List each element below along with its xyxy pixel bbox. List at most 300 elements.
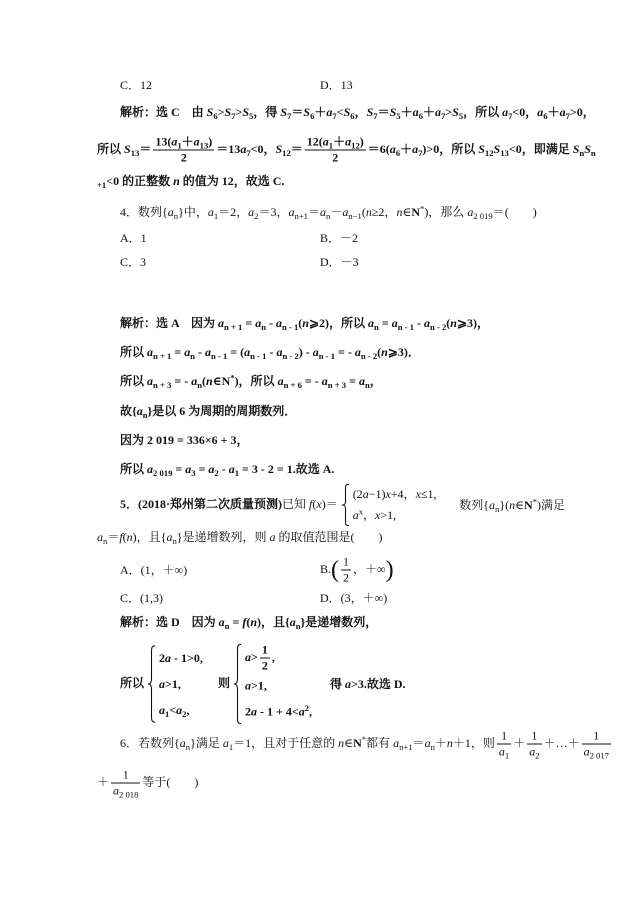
text-run: }是递增数列， [300, 615, 378, 629]
math-variable: x [316, 496, 322, 511]
text-run: , [309, 704, 312, 719]
text-run: ＝ [412, 735, 425, 750]
math-variable: n [365, 205, 372, 219]
text-run: 1 [531, 728, 538, 743]
text-run: ， [354, 105, 367, 119]
bold-text-run: 5．(2018·郑州第二次质量预测) [120, 496, 282, 511]
text-run: < [169, 703, 177, 717]
math-variable: S [452, 105, 459, 119]
fraction-numerator [497, 730, 511, 745]
subscript: n - 1 [318, 351, 336, 362]
text-run: ( [246, 615, 251, 629]
subscript: 12 [351, 140, 360, 151]
text-run: 的值为 12，故选 C. [179, 174, 285, 188]
subscript: n+1 [294, 211, 308, 222]
text-run: >1, [380, 508, 397, 522]
math-variable: a [312, 345, 319, 359]
q5-stem-line-2 [97, 529, 383, 545]
text-run: >1, [251, 678, 267, 693]
text-run: 解析：选 A 因为 [120, 316, 219, 330]
math-variable: a [171, 134, 178, 149]
text-run: B. [320, 561, 332, 576]
text-run: 因为 2 019 = 336×6 + 3， [120, 433, 249, 447]
text-run: ＋ [434, 735, 447, 750]
text-run: = [229, 615, 243, 629]
q4-option-d [320, 254, 359, 270]
equation-system [233, 644, 312, 725]
fraction [527, 730, 541, 759]
math-variable: a [159, 703, 166, 717]
math-variable: a [248, 205, 255, 219]
superscript: x [358, 506, 363, 517]
text-run: 得 [330, 677, 346, 691]
text-run: >1, [165, 677, 181, 691]
text-run: }是递增数列，则 [176, 530, 270, 544]
subscript: 1 [234, 468, 240, 479]
text-run: D．13 [320, 78, 353, 92]
text-run: - [195, 345, 205, 359]
subscript: 6 [418, 111, 423, 122]
math-variable: a [244, 345, 251, 359]
fraction-denominator [111, 784, 140, 798]
math-variable: n [173, 174, 180, 188]
subscript: 13 [500, 147, 509, 158]
math-variable: a [288, 205, 295, 219]
q5-option-a [120, 562, 187, 578]
math-variable: a [424, 735, 431, 750]
fraction-numerator [153, 136, 214, 151]
text-run: ＝6( [367, 141, 390, 156]
math-variable: a [368, 316, 375, 330]
text-run: - [266, 316, 276, 330]
text-run: >0， [569, 105, 595, 119]
math-symbol: N [353, 735, 362, 750]
text-run: 1 [261, 642, 268, 657]
subscript: 7 [440, 111, 446, 122]
text-run: ( [446, 316, 451, 330]
subscript: 2 [254, 211, 259, 222]
text-run: ＝ [291, 105, 304, 119]
math-variable: a [113, 783, 120, 798]
math-variable: a [354, 345, 361, 359]
text-run: ∈ [344, 735, 354, 750]
text-run: (2 [352, 487, 363, 501]
fraction-numerator [527, 730, 541, 745]
text-run: = [242, 316, 256, 330]
subscript: 1 [213, 211, 219, 222]
math-variable: a [136, 404, 143, 418]
math-variable: f [309, 496, 313, 511]
text-run: B．－2 [320, 231, 359, 245]
math-variable: a [193, 134, 200, 149]
fraction-numerator [341, 556, 351, 571]
text-run: = - [171, 374, 192, 388]
math-variable: a [537, 105, 544, 119]
subscript: +1 [97, 180, 107, 191]
subscript: n [495, 504, 500, 515]
text-run: < [336, 105, 344, 119]
fraction [260, 644, 270, 673]
subscript: n - 2 [429, 322, 447, 333]
subscript: 6 [310, 111, 315, 122]
text-run: ( [202, 374, 206, 388]
equation-rows [353, 484, 437, 526]
math-variable: a [529, 744, 536, 759]
text-run: ( [122, 530, 127, 544]
math-variable: a [276, 345, 283, 359]
q5-solution-system-2 [218, 644, 315, 725]
math-variable: a [167, 205, 174, 219]
math-variable: a [147, 345, 154, 359]
math-variable: a [147, 462, 154, 476]
q6-stem-line-1 [120, 730, 613, 759]
text-run: ＝3， [258, 205, 289, 219]
math-variable: S [124, 141, 131, 156]
text-run: <0 的正整数 [106, 174, 174, 188]
superscript: * [361, 734, 367, 744]
text-run: 2 [245, 704, 252, 719]
text-run: - 1 + 4< [257, 704, 299, 719]
text-run: ＝( ) [492, 205, 537, 219]
math-variable: a [498, 744, 505, 759]
math-variable: a [352, 508, 359, 522]
subscript: n [172, 536, 177, 547]
subscript: n [190, 351, 195, 362]
text-run: 已知 [282, 496, 310, 511]
text-run: ，＋∞ [353, 561, 386, 576]
math-variable: a [208, 462, 215, 476]
math-variable: x [415, 487, 421, 501]
subscript: n + 1 [224, 322, 243, 333]
text-run: ＝ [308, 205, 321, 219]
math-variable: n [450, 316, 457, 330]
text-run: )满足 [537, 498, 565, 512]
subscript: 2 [182, 709, 187, 720]
q4-solution-line-4 [120, 403, 296, 419]
text-run: ＝1，且对于任意的 [233, 735, 339, 750]
text-run: ≥2， [371, 205, 397, 219]
text-run: ＝ [107, 530, 120, 544]
q5-stem-left [120, 484, 439, 526]
math-variable: n [206, 374, 213, 388]
left-brace-icon [147, 645, 156, 723]
subscript: 6 [543, 111, 548, 122]
text-run: ， [369, 374, 382, 388]
math-variable: a [322, 134, 329, 149]
subscript: 1 [504, 750, 510, 761]
text-run: <0， [250, 141, 276, 156]
text-run: 2 [180, 150, 187, 165]
subscript: n [295, 621, 301, 632]
subscript: n + 6 [283, 380, 302, 391]
subscript: n - 1 [211, 351, 228, 362]
subscript: 7 [373, 111, 378, 122]
math-variable: n [381, 345, 388, 359]
math-variable: a [218, 316, 225, 330]
text-run: = - [301, 374, 322, 388]
subscript: n - 2 [360, 351, 378, 362]
math-variable: a [245, 678, 252, 693]
math-variable: a [502, 105, 509, 119]
math-variable: a [321, 374, 328, 388]
q4-option-c [120, 254, 146, 270]
subscript: 5 [249, 111, 254, 122]
math-variable: a [245, 649, 252, 664]
text-run: ) - [298, 345, 313, 359]
equation-row [245, 699, 312, 725]
text-run: ⩾3)． [387, 345, 420, 359]
math-variable: a [97, 530, 103, 544]
math-variable: a [393, 735, 400, 750]
math-variable: S [584, 141, 591, 156]
subscript: n [374, 322, 379, 333]
text-run: - [218, 462, 229, 476]
math-variable: S [242, 105, 250, 119]
subscript: 1 [177, 140, 182, 151]
math-variable: a [362, 487, 369, 501]
text-run: = [378, 316, 392, 330]
text-run: 12( [306, 134, 323, 149]
superscript: * [420, 203, 425, 214]
equation-rows [245, 644, 312, 725]
math-variable: S [280, 105, 288, 119]
text-run: ，得 [253, 105, 281, 119]
math-variable: a [412, 141, 419, 156]
math-variable: a [166, 530, 173, 544]
subscript: n+1 [399, 741, 413, 752]
math-variable: n [338, 735, 345, 750]
fraction-denominator [153, 151, 214, 165]
text-run: D．(3，＋∞) [320, 591, 388, 605]
subscript: 6 [350, 111, 355, 122]
subscript: 3 [191, 468, 196, 479]
math-variable: a [222, 735, 229, 750]
fraction-denominator [497, 745, 511, 759]
large-parenthesis: ) [385, 557, 394, 583]
math-variable: S [366, 105, 374, 119]
text-run: ) [208, 134, 213, 149]
text-run: = - [335, 345, 355, 359]
text-run: 2 [343, 570, 350, 585]
text-run: ＋ [547, 105, 560, 119]
text-run: C．(1,3) [120, 591, 163, 605]
q3-solution-line-3 [97, 173, 284, 189]
text-run: ≤1, [420, 487, 437, 501]
subscript: 6 [213, 111, 218, 122]
text-run: > [251, 649, 258, 664]
math-symbol: N [524, 498, 533, 512]
text-run: ＋…＋ [543, 735, 580, 750]
text-run: = ( [227, 345, 245, 359]
q3-solution-line-2 [97, 136, 596, 165]
subscript: n [430, 741, 435, 752]
subscript: 7 [246, 147, 251, 158]
text-run: ＋ [97, 774, 110, 789]
equation-row [353, 505, 437, 526]
subscript: n [103, 536, 108, 547]
fraction-denominator [527, 745, 541, 759]
subscript: n - 1 [397, 322, 414, 333]
subscript: n [579, 147, 585, 158]
subscript: n [326, 211, 331, 222]
math-variable: a [289, 615, 296, 629]
math-variable: a [391, 316, 398, 330]
subscript: 12 [484, 147, 494, 158]
math-variable: a [218, 615, 225, 629]
subscript: n - 1 [282, 322, 299, 333]
math-variable: a [184, 345, 191, 359]
math-variable: a [159, 677, 166, 691]
text-run: <0， [512, 105, 538, 119]
q4-stem [120, 204, 537, 220]
subscript: n [590, 147, 596, 158]
math-variable: a [423, 316, 430, 330]
text-run: 13( [155, 134, 172, 149]
math-variable: a [228, 462, 235, 476]
math-symbol: N [221, 374, 231, 388]
q5-option-d [320, 590, 387, 606]
text-run: 2 [261, 658, 268, 673]
math-variable: a [345, 677, 352, 691]
math-variable: S [478, 141, 485, 156]
equation-system [147, 645, 203, 723]
math-variable: a [326, 105, 333, 119]
subscript: 2 018 [119, 789, 139, 800]
q5-option-b [320, 556, 394, 585]
fraction-denominator [305, 151, 366, 165]
subscript: 2 017 [589, 750, 609, 761]
q4-solution-line-6 [120, 461, 334, 477]
text-run: 所以 [120, 345, 148, 359]
math-variable: n [509, 498, 516, 512]
text-run: ＋ [314, 105, 327, 119]
fraction [153, 136, 214, 165]
superscript: * [532, 496, 537, 507]
text-run: 等于( ) [142, 774, 199, 789]
text-run: - [266, 345, 277, 359]
text-run: 都有 [366, 735, 394, 750]
text-run: 的取值范围是( ) [275, 530, 383, 544]
text-run: > [235, 105, 243, 119]
math-variable: f [119, 530, 123, 544]
math-variable: S [572, 141, 580, 156]
math-variable: a [165, 651, 172, 665]
text-run: ⩾2)，所以 [308, 316, 369, 330]
text-run: C．12 [120, 78, 153, 92]
text-run: > [217, 105, 225, 119]
text-run: 1 [593, 728, 600, 743]
superscript: 2 [304, 702, 309, 713]
math-variable: a [358, 374, 365, 388]
math-variable: a [276, 316, 282, 330]
equation-row [159, 697, 203, 723]
math-variable: a [207, 205, 214, 219]
q3-option-c [120, 77, 152, 93]
text-run: ，所以 [463, 105, 503, 119]
fraction-denominator [341, 571, 351, 585]
text-run: ＋ [333, 134, 346, 149]
text-run: ( [377, 345, 382, 359]
text-run: 解析：选 D 因为 [120, 615, 219, 629]
math-variable: a [269, 530, 276, 544]
text-run: ∈ [212, 374, 222, 388]
subscript: n [142, 410, 148, 421]
subscript: 1 [328, 140, 334, 151]
text-run: > [445, 105, 453, 119]
math-variable: f [242, 615, 247, 629]
text-run: 2 [332, 150, 339, 165]
text-run: ( [361, 205, 366, 219]
equation-row [353, 484, 437, 505]
subscript: n + 3 [327, 380, 347, 391]
math-variable: S [343, 105, 351, 119]
math-variable: n [396, 205, 403, 219]
subscript: 2 [214, 468, 219, 479]
subscript: 7 [508, 111, 513, 122]
math-variable: a [489, 498, 496, 512]
fraction-numerator [582, 730, 611, 745]
q3-option-d [320, 77, 353, 93]
text-run: )>0，所以 [422, 141, 479, 156]
text-run: }满足 [190, 735, 223, 750]
subscript: n [224, 621, 230, 632]
left-brace-icon [233, 644, 242, 725]
fraction-numerator [260, 644, 270, 659]
subscript: 2 019 [473, 211, 493, 222]
text-run: )＝ [321, 496, 338, 511]
text-run: 数列{ [459, 498, 490, 512]
superscript: * [230, 372, 235, 383]
math-variable: a [389, 141, 396, 156]
math-variable: n [126, 530, 133, 544]
q4-solution-line-2 [120, 344, 420, 360]
text-run: 所以 [120, 675, 145, 690]
text-run: , [186, 703, 190, 717]
text-run: = 3 - 2 = 1.故选 A. [239, 462, 335, 476]
text-run: −1) [368, 487, 386, 501]
math-variable: a [434, 105, 441, 119]
math-variable: S [493, 141, 501, 156]
math-variable: a [179, 735, 186, 750]
text-run: - 1>0, [171, 651, 203, 665]
math-variable: n [446, 735, 453, 750]
text-run: ( [298, 316, 303, 330]
text-run: ＝ [139, 141, 152, 156]
text-run: , [271, 649, 275, 664]
text-run: }是以 6 为周期的周期数列． [147, 404, 297, 418]
subscript: 12 [282, 147, 291, 158]
text-run: － [330, 205, 343, 219]
text-run: = [195, 462, 209, 476]
text-run: ∈ [402, 205, 412, 219]
text-run: = [172, 462, 186, 476]
math-variable: a [255, 316, 262, 330]
text-run: 1 [501, 728, 508, 743]
equation-system [341, 484, 437, 526]
text-run: ＝13 [216, 141, 241, 156]
equation-rows [159, 645, 203, 723]
text-run: C．3 [120, 255, 147, 269]
math-variable: n [250, 615, 257, 629]
subscript: n - 1 [250, 351, 267, 362]
math-variable: S [303, 105, 311, 119]
text-run: ＝2， [218, 205, 249, 219]
q3-solution-line-1 [120, 104, 595, 120]
text-run: 解析：选 C 由 [120, 105, 207, 119]
math-variable: a [583, 744, 590, 759]
subscript: 7 [418, 147, 423, 158]
subscript: n + 1 [153, 351, 172, 362]
